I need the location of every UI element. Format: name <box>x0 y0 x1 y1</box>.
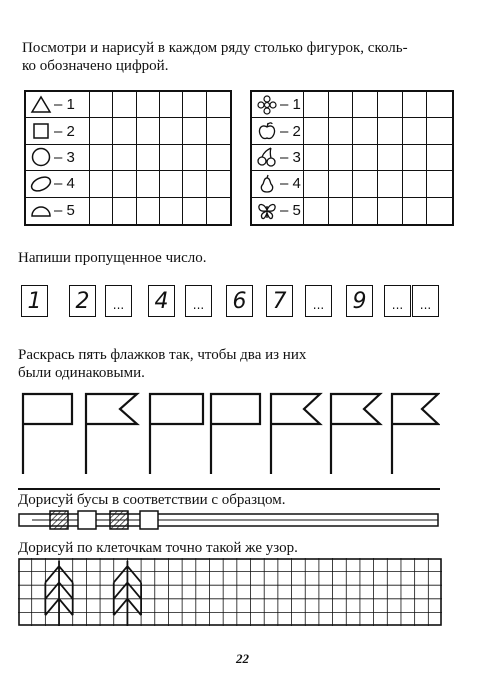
left-grid-cell[interactable] <box>183 118 206 144</box>
right-grid-cell[interactable] <box>378 198 403 224</box>
task1-left-grid[interactable] <box>24 90 232 226</box>
left-grid-cell[interactable] <box>160 198 183 224</box>
row-count-label: – 3 <box>280 148 301 166</box>
row-count-label: – 2 <box>54 122 75 140</box>
right-row-5-label <box>252 198 304 224</box>
left-grid-cell[interactable] <box>137 118 160 144</box>
left-grid-cell[interactable] <box>207 92 230 118</box>
number-box: 6 <box>226 285 253 317</box>
section-divider <box>18 488 440 490</box>
bead-4 <box>140 511 158 529</box>
right-grid-cell[interactable] <box>403 118 428 144</box>
right-grid-cell[interactable] <box>329 92 354 118</box>
task1-instruction-line2: ко обозначено цифрой. <box>22 58 169 74</box>
task4-instruction: Дорисуй бусы в соответствии с образцом. <box>18 492 286 508</box>
left-grid-cell[interactable] <box>207 171 230 197</box>
right-grid-cell[interactable] <box>353 171 378 197</box>
right-grid-cell[interactable] <box>329 171 354 197</box>
left-grid-cell[interactable] <box>113 145 136 171</box>
pear-icon <box>256 173 278 195</box>
flower-icon <box>256 94 278 116</box>
left-grid-cell[interactable] <box>90 118 113 144</box>
task1-right-grid[interactable] <box>250 90 454 226</box>
row-count-label: – 1 <box>280 96 301 114</box>
bead-1 <box>50 511 68 529</box>
left-grid-cell[interactable] <box>137 145 160 171</box>
right-grid-cell[interactable] <box>304 171 329 197</box>
left-grid-cell[interactable] <box>207 145 230 171</box>
left-grid-cell[interactable] <box>160 171 183 197</box>
missing-number-box[interactable]: ... <box>384 285 411 317</box>
flag-4 <box>211 394 260 474</box>
right-grid-cell[interactable] <box>329 118 354 144</box>
right-grid-cell[interactable] <box>353 145 378 171</box>
left-grid-cell[interactable] <box>113 118 136 144</box>
triangle-icon <box>30 94 52 116</box>
right-row-2-label <box>252 118 304 144</box>
left-grid-cell[interactable] <box>113 92 136 118</box>
left-grid-cell[interactable] <box>90 198 113 224</box>
left-grid-cell[interactable] <box>183 92 206 118</box>
right-grid-cell[interactable] <box>427 171 452 197</box>
missing-number-box[interactable]: ... <box>185 285 212 317</box>
left-grid-cell[interactable] <box>183 145 206 171</box>
number-box: 2 <box>69 285 96 317</box>
right-grid-cell[interactable] <box>403 145 428 171</box>
left-grid-cell[interactable] <box>137 171 160 197</box>
flag-2 <box>86 394 137 474</box>
row-count-label: – 5 <box>54 202 75 220</box>
right-grid-cell[interactable] <box>353 118 378 144</box>
right-grid-cell[interactable] <box>329 145 354 171</box>
left-grid-cell[interactable] <box>90 145 113 171</box>
row-count-label: – 4 <box>54 175 75 193</box>
butterfly-icon <box>256 200 278 222</box>
right-grid-cell[interactable] <box>304 92 329 118</box>
task5-instruction: Дорисуй по клеточкам точно такой же узор. <box>18 540 298 556</box>
cherries-icon <box>256 146 278 168</box>
right-grid-cell[interactable] <box>329 198 354 224</box>
semicircle-icon <box>30 200 52 222</box>
flag-6 <box>331 394 380 474</box>
missing-number-box[interactable]: ... <box>305 285 332 317</box>
apple-icon <box>256 120 278 142</box>
left-grid-cell[interactable] <box>183 171 206 197</box>
square-icon <box>30 120 52 142</box>
row-count-label: – 3 <box>54 148 75 166</box>
circle-icon <box>30 146 52 168</box>
right-grid-cell[interactable] <box>427 198 452 224</box>
left-grid-cell[interactable] <box>137 198 160 224</box>
right-grid-cell[interactable] <box>403 198 428 224</box>
flags-drawing[interactable] <box>20 392 440 476</box>
task3-instruction-line2: были одинаковыми. <box>18 365 145 381</box>
left-grid-cell[interactable] <box>160 118 183 144</box>
beads-drawing[interactable] <box>18 508 440 534</box>
right-grid-cell[interactable] <box>427 145 452 171</box>
right-grid-cell[interactable] <box>403 92 428 118</box>
left-row-3-label <box>26 145 90 171</box>
missing-number-box[interactable]: ... <box>105 285 132 317</box>
left-grid-cell[interactable] <box>160 92 183 118</box>
flag-7 <box>392 394 438 474</box>
right-row-3-label <box>252 145 304 171</box>
row-count-label: – 4 <box>280 175 301 193</box>
flag-5 <box>271 394 320 474</box>
number-box: 9 <box>346 285 373 317</box>
right-grid-cell[interactable] <box>304 118 329 144</box>
row-count-label: – 2 <box>280 122 301 140</box>
right-grid-cell[interactable] <box>403 171 428 197</box>
tree-pattern-2 <box>114 561 141 626</box>
right-grid-cell[interactable] <box>378 118 403 144</box>
flag-3 <box>150 394 203 474</box>
task3-instruction-line1: Раскрась пять флажков так, чтобы два из них <box>18 347 307 363</box>
right-grid-cell[interactable] <box>378 145 403 171</box>
left-grid-cell[interactable] <box>90 171 113 197</box>
right-grid-cell[interactable] <box>427 118 452 144</box>
left-grid-cell[interactable] <box>90 92 113 118</box>
oval-icon <box>30 173 52 195</box>
task2-instruction: Напиши пропущенное число. <box>18 250 207 266</box>
pattern-grid[interactable] <box>18 558 442 626</box>
number-box: 1 <box>21 285 48 317</box>
right-grid-cell[interactable] <box>353 198 378 224</box>
row-count-label: – 5 <box>280 202 301 220</box>
right-row-4-label <box>252 171 304 197</box>
right-grid-cell[interactable] <box>378 92 403 118</box>
left-row-1-label <box>26 92 90 118</box>
left-grid-cell[interactable] <box>207 198 230 224</box>
number-box: 7 <box>266 285 293 317</box>
left-grid-cell[interactable] <box>207 118 230 144</box>
left-row-2-label <box>26 118 90 144</box>
right-grid-cell[interactable] <box>427 92 452 118</box>
right-grid-cell[interactable] <box>378 171 403 197</box>
number-box: 4 <box>148 285 175 317</box>
left-row-4-label <box>26 171 90 197</box>
flag-1 <box>23 394 72 474</box>
right-grid-cell[interactable] <box>353 92 378 118</box>
bead-2 <box>78 511 96 529</box>
row-count-label: – 1 <box>54 96 75 114</box>
left-row-5-label <box>26 198 90 224</box>
page-number: 22 <box>236 651 249 666</box>
task1-instruction-line1: Посмотри и нарисуй в каждом ряду столько фигурок, сколь- <box>22 40 408 56</box>
bead-3 <box>110 511 128 529</box>
right-grid-cell[interactable] <box>304 198 329 224</box>
left-grid-cell[interactable] <box>183 198 206 224</box>
left-grid-cell[interactable] <box>137 92 160 118</box>
left-grid-cell[interactable] <box>113 171 136 197</box>
tree-pattern-1 <box>45 561 72 626</box>
missing-number-box[interactable]: ... <box>412 285 439 317</box>
right-row-1-label <box>252 92 304 118</box>
left-grid-cell[interactable] <box>160 145 183 171</box>
right-grid-cell[interactable] <box>304 145 329 171</box>
left-grid-cell[interactable] <box>113 198 136 224</box>
